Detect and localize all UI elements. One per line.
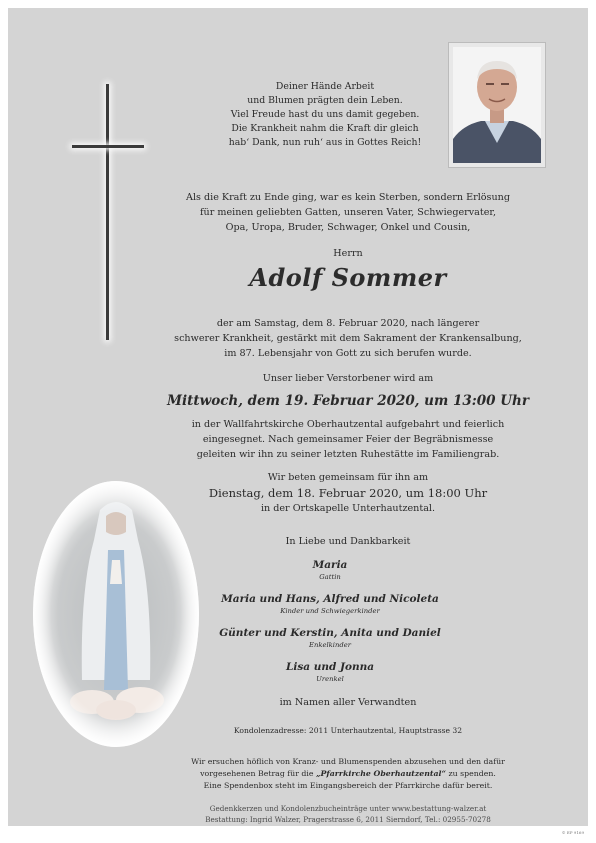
- poem-line: hab‘ Dank, nun ruh‘ aus in Gottes Reich!: [228, 137, 422, 148]
- donation-recipient: „Pfarrkirche Oberhautzental“: [316, 769, 446, 778]
- family-group: [200, 661, 460, 683]
- relatives-line: im Namen aller Verwandten: [279, 697, 417, 708]
- cross-vertical-beam: [106, 84, 109, 340]
- deceased-name: Adolf Sommer: [249, 263, 447, 292]
- madonna-image: [32, 480, 200, 748]
- donation-notice: [120, 756, 576, 792]
- family-names: Maria und Hans, Alfred und Nicoleta: [221, 593, 439, 605]
- family-role: Enkelkinder: [309, 641, 351, 649]
- death-line: der am Samstag, dem 8. Februar 2020, nach längerer: [216, 318, 480, 329]
- donation-text: zu spenden.: [446, 769, 496, 778]
- poem: [200, 80, 450, 150]
- intro-text: [120, 190, 576, 235]
- family-group: [200, 593, 460, 615]
- death-line: schwerer Krankheit, gestärkt mit dem Sakrament der Krankensalbung,: [174, 333, 522, 344]
- footer: [120, 803, 576, 825]
- footer-line: Gedenkkerzen und Kondolenzbucheinträge unter www.bestattung-walzer.at: [209, 804, 487, 813]
- salutation: Herrn: [333, 248, 363, 259]
- family-role: Urenkel: [316, 675, 344, 683]
- funeral-line: in der Wallfahrtskirche Oberhautzental aufgebahrt und feierlich: [191, 419, 505, 430]
- donation-line: [120, 768, 576, 780]
- donation-text: vorgesehenen Betrag für die: [200, 769, 316, 778]
- poem-line: Viel Freude hast du uns damit gegeben.: [230, 109, 420, 120]
- family-role: Gattin: [319, 573, 341, 581]
- family-group: [200, 559, 460, 581]
- prayer-intro: Wir beten gemeinsam für ihn am: [267, 472, 429, 483]
- intro-line: für meinen geliebten Gatten, unseren Vater, Schwiegervater,: [200, 207, 496, 218]
- family-names: Lisa und Jonna: [285, 661, 375, 673]
- poem-line: Deiner Hände Arbeit: [275, 81, 375, 92]
- announce-line: Unser lieber Verstorbener wird am: [262, 373, 434, 384]
- donation-line: Eine Spendenbox steht im Eingangsbereich der Pfarrkirche dafür bereit.: [203, 781, 493, 790]
- funeral-text: [120, 417, 576, 462]
- cross-horizontal-beam: [72, 145, 144, 148]
- funeral-line: eingesegnet. Nach gemeinsamer Feier der Begräbnismesse: [202, 434, 494, 445]
- portrait-frame: [448, 42, 546, 168]
- donation-line: Wir ersuchen höflich von Kranz- und Blumenspenden abzusehen und den dafür: [191, 757, 505, 766]
- death-notice: [120, 316, 576, 361]
- footer-line: Bestattung: Ingrid Walzer, Pragerstrasse 6, 2011 Sierndorf, Tel.: 02955-70278: [205, 815, 491, 824]
- condolence-address: Kondolenzadresse: 2011 Unterhautzental, Hauptstrasse 32: [233, 726, 463, 735]
- funeral-line: geleiten wir ihn zu seiner letzten Ruhestätte im Familiengrab.: [196, 449, 500, 460]
- family-role: Kinder und Schwiegerkinder: [280, 607, 380, 615]
- portrait-photo: [453, 47, 541, 163]
- poem-line: Die Krankheit nahm die Kraft dir gleich: [231, 123, 419, 134]
- family-group: [200, 627, 460, 649]
- death-line: im 87. Lebensjahr von Gott zu sich berufen wurde.: [224, 348, 472, 359]
- family-names: Maria: [312, 559, 348, 571]
- intro-line: Als die Kraft zu Ende ging, war es kein Sterben, sondern Erlösung: [186, 192, 510, 203]
- prayer-place: in der Ortskapelle Unterhautzental.: [260, 503, 436, 514]
- print-code: © EP 9169: [561, 830, 584, 835]
- funeral-date: Mittwoch, dem 19. Februar 2020, um 13:00 Uhr: [167, 393, 529, 409]
- intro-line: Opa, Uropa, Bruder, Schwager, Onkel und Cousin,: [225, 222, 471, 233]
- family-names: Günter und Kerstin, Anita und Daniel: [219, 627, 441, 639]
- love-line: In Liebe und Dankbarkeit: [285, 536, 411, 547]
- prayer-date: Dienstag, dem 18. Februar 2020, um 18:00 Uhr: [208, 486, 488, 500]
- poem-line: und Blumen prägten dein Leben.: [247, 95, 403, 106]
